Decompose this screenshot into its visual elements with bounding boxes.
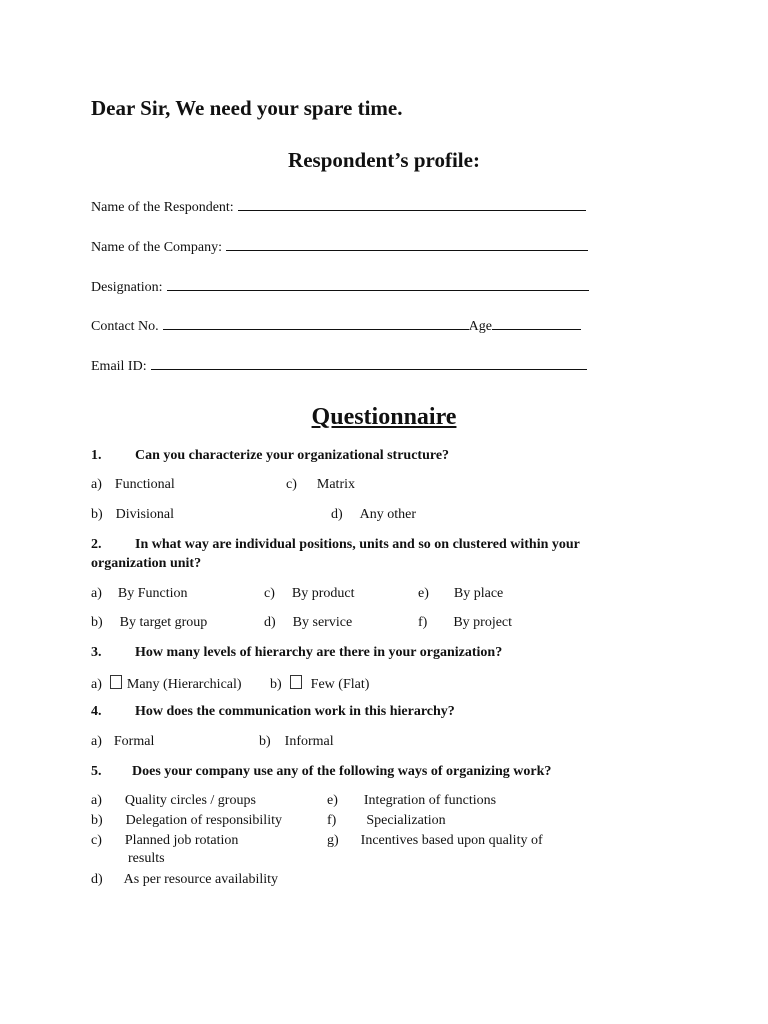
- question-number: 3.: [91, 645, 102, 660]
- q1-option-d: [331, 507, 416, 523]
- option-text: As per resource availability: [123, 872, 278, 887]
- questionnaire-title: Questionnaire: [311, 404, 457, 430]
- question-2-continued: organization unit?: [91, 556, 202, 571]
- company-name-field: [91, 236, 588, 256]
- question-text: How does the communication work in this hierarchy?: [135, 704, 455, 719]
- option-letter: g): [327, 833, 339, 848]
- respondent-name-label: Name of the Respondent:: [91, 200, 234, 215]
- question-text: How many levels of hierarchy are there in your organization?: [135, 645, 503, 660]
- option-text: Delegation of responsibility: [125, 813, 282, 828]
- question-5: [91, 764, 551, 780]
- option-text: By target group: [119, 615, 208, 630]
- company-name-blank: [226, 236, 588, 251]
- option-letter: a): [91, 477, 102, 492]
- q2-option-e: [418, 586, 503, 602]
- option-text: Functional: [114, 477, 175, 492]
- question-text: Can you characterize your organizational structure?: [135, 448, 450, 463]
- question-number: 5.: [91, 764, 102, 779]
- option-text: Many (Hierarchical): [126, 677, 242, 692]
- option-letter: f): [418, 615, 428, 630]
- q2-option-a: [91, 586, 188, 602]
- question-number: 1.: [91, 448, 102, 463]
- option-text: Divisional: [115, 507, 175, 522]
- q2-option-d: [264, 615, 352, 631]
- q3-option-a[interactable]: [91, 675, 242, 693]
- contact-field: [91, 315, 581, 335]
- option-text: By service: [292, 615, 353, 630]
- q5-option-f: [327, 813, 446, 829]
- option-text: Integration of functions: [363, 793, 497, 808]
- option-letter: b): [91, 813, 103, 828]
- question-2: [91, 537, 580, 553]
- option-letter: c): [91, 833, 102, 848]
- greeting: Dear Sir, We need your spare time.: [91, 96, 403, 120]
- option-letter: c): [264, 586, 275, 601]
- option-letter: b): [270, 677, 282, 692]
- q2-option-c: [264, 586, 355, 602]
- q2-option-f: [418, 615, 512, 631]
- option-letter: a): [91, 586, 102, 601]
- contact-blank: [163, 315, 469, 330]
- q5-option-c-continued: results: [128, 851, 165, 866]
- option-letter: d): [91, 872, 103, 887]
- option-letter: a): [91, 677, 102, 692]
- question-text: In what way are individual positions, units and so on clustered within your: [135, 537, 580, 552]
- q1-option-c: [286, 477, 355, 493]
- option-text: Quality circles / groups: [124, 793, 256, 808]
- option-letter: b): [259, 734, 271, 749]
- designation-field: [91, 276, 589, 296]
- email-label: Email ID:: [91, 359, 147, 374]
- option-letter: f): [327, 813, 337, 828]
- q4-option-a: [91, 734, 154, 750]
- option-text: Incentives based upon quality of: [360, 833, 543, 848]
- q5-option-e: [327, 793, 496, 809]
- option-letter: b): [91, 507, 103, 522]
- option-letter: b): [91, 615, 103, 630]
- option-letter: d): [264, 615, 276, 630]
- option-letter: e): [327, 793, 338, 808]
- option-text: Informal: [284, 734, 334, 749]
- question-4: [91, 704, 455, 720]
- option-letter: c): [286, 477, 297, 492]
- option-letter: e): [418, 586, 429, 601]
- respondent-name-blank: [238, 196, 586, 211]
- checkbox-icon[interactable]: [290, 675, 302, 689]
- q2-option-b: [91, 615, 207, 631]
- q5-option-b: [91, 813, 282, 829]
- contact-label: Contact No.: [91, 319, 159, 334]
- age-blank: [492, 315, 581, 330]
- designation-label: Designation:: [91, 280, 163, 295]
- q5-option-d: [91, 872, 278, 888]
- option-letter: a): [91, 734, 102, 749]
- option-text: Any other: [359, 507, 417, 522]
- option-text: Few (Flat): [310, 677, 370, 692]
- option-text: Formal: [113, 734, 155, 749]
- option-text: Matrix: [316, 477, 355, 492]
- question-3: [91, 645, 502, 661]
- question-number: 2.: [91, 537, 102, 552]
- profile-title: Respondent’s profile:: [288, 148, 480, 172]
- checkbox-icon[interactable]: [110, 675, 122, 689]
- q4-option-b: [259, 734, 334, 750]
- option-text: By product: [291, 586, 355, 601]
- q3-option-b[interactable]: [270, 675, 369, 693]
- designation-blank: [167, 276, 589, 291]
- company-name-label: Name of the Company:: [91, 240, 223, 255]
- option-text: Planned job rotation: [124, 833, 239, 848]
- q1-option-b: [91, 507, 174, 523]
- option-letter: a): [91, 793, 102, 808]
- q5-option-g: [327, 833, 543, 849]
- option-text: By place: [453, 586, 504, 601]
- option-text: Specialization: [366, 813, 446, 828]
- age-label: Age: [468, 319, 492, 334]
- email-field: [91, 355, 587, 375]
- option-letter: d): [331, 507, 343, 522]
- q5-option-a: [91, 793, 256, 809]
- option-text: By Function: [117, 586, 188, 601]
- option-text: By project: [453, 615, 513, 630]
- question-1: [91, 448, 449, 464]
- question-text: Does your company use any of the following ways of organizing work?: [132, 764, 552, 779]
- email-blank: [151, 355, 587, 370]
- question-number: 4.: [91, 704, 102, 719]
- respondent-name-field: [91, 196, 586, 216]
- q1-option-a: [91, 477, 175, 493]
- q5-option-c: [91, 833, 238, 849]
